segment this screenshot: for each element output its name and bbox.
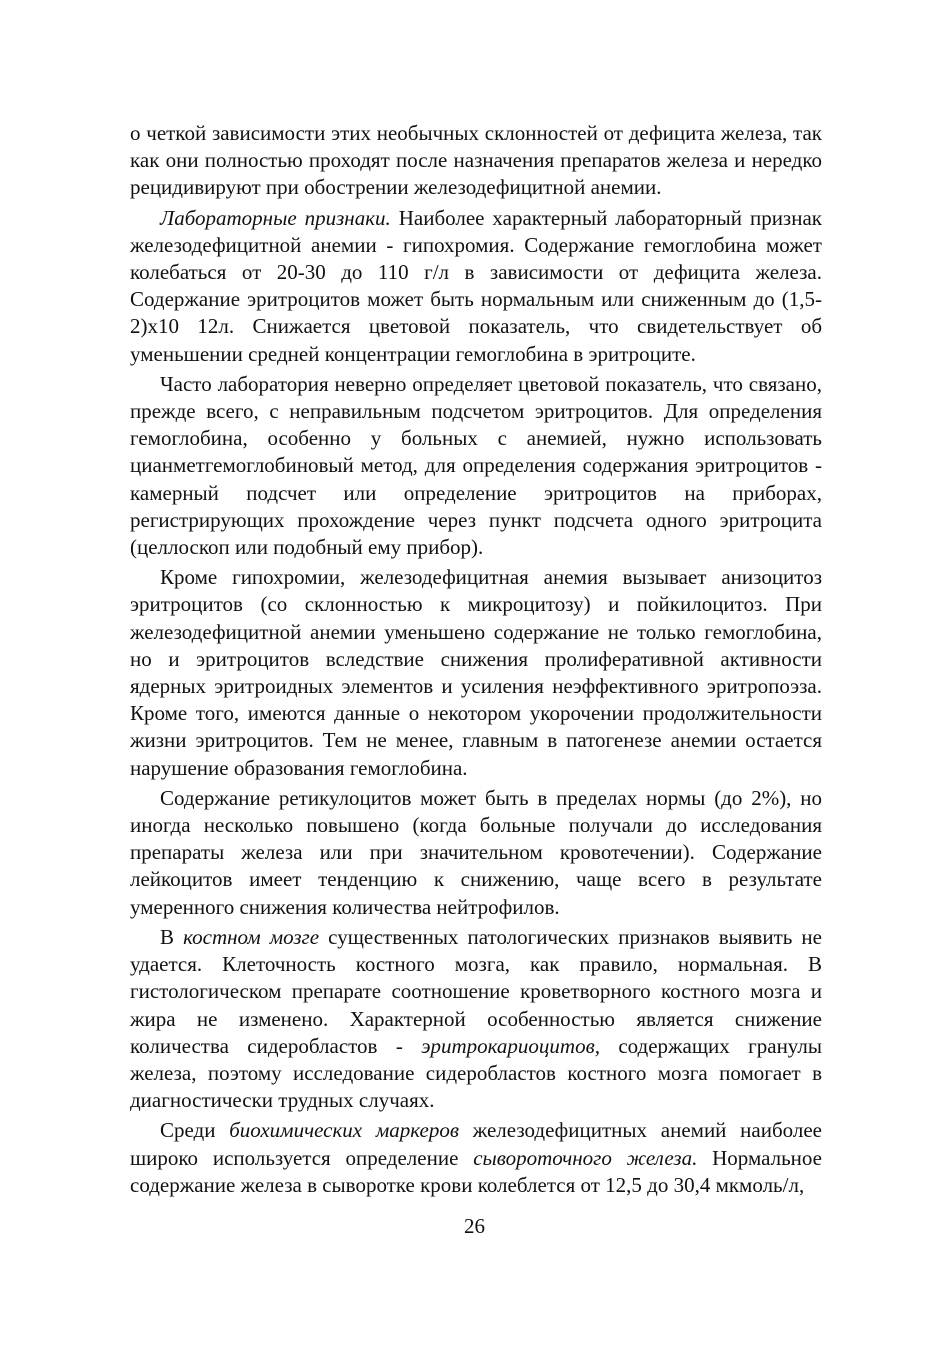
paragraph [130, 1117, 822, 1199]
text-run: содержащих гранулы железа, поэтому исследование сидеробластов костного мозга помогает в диагностически трудных случаях. [130, 1033, 822, 1113]
text-run: Содержание ретикулоцитов может быть в пределах нормы (до 2%), но иногда несколько повышено (когда больные получали до исследования препараты железа или при значительном кровотечении). Содержание лейкоцитов имеет тенденцию к снижению, чаще всего в результате умеренного снижения количества нейтрофилов. [130, 785, 822, 919]
paragraph [130, 924, 822, 1114]
paragraph [130, 120, 822, 202]
page-number: 26 [464, 1214, 485, 1238]
page-body [130, 120, 822, 1202]
paragraph [130, 564, 822, 782]
italic-term: костном мозге [183, 924, 320, 949]
text-run: Нормальное содержание железа в сыворотке крови колеблется от 12,5 до 30,4 мкмоль/л, [130, 1145, 823, 1197]
paragraph [130, 785, 822, 921]
text-run: о четкой зависимости этих необычных склонностей от дефицита железа, так как они полностью проходят после назначения препаратов железа и нередко рецидивируют при обострении железодефицитной анемии. [130, 121, 822, 200]
text-run: Среди [160, 1118, 230, 1143]
italic-term: биохимических маркеров [229, 1118, 459, 1143]
italic-term: сывороточного железа. [473, 1145, 698, 1170]
italic-term: эритрокариоцитов, [421, 1033, 600, 1058]
text-run: существенных патологических признаков выявить не удается. Клеточность костного мозга, как правило, нормальная. В гистологическом препарате соотношение кроветворного костного мозга и жира не изменено. Характерной особенностью является снижение количества сидеробластов - [130, 924, 822, 1058]
paragraph [130, 205, 822, 368]
paragraph [130, 371, 822, 561]
text-run: Часто лаборатория неверно определяет цветовой показатель, что связано, прежде всего, с неправильным подсчетом эритроцитов. Для определения гемоглобина, особенно у больных с анемией, нужно использовать цианметгемоглобиновый метод, для определения содержания эритроцитов - камерный подсчет или определение эритроцитов на приборах, регистрирующих прохождение через пункт подсчета одного эритроцита (целлоскоп или подобный ему прибор). [130, 371, 822, 560]
text-run: железодефицитных анемий наиболее широко используется определение [130, 1118, 822, 1170]
text-run: В [160, 924, 184, 949]
text-run: Кроме гипохромии, железодефицитная анемия вызывает анизоцитоз эритроцитов (со склонностью к микроцитозу) и пойкилоцитоз. При железодефицитной анемии уменьшено содержание не только гемоглобина, но и эритроцитов вследствие снижения пролиферативной активности ядерных эритроидных элементов и усиления неэффективного эритропоэза. Кроме того, имеются данные о некотором укорочении продолжительности жизни эритроцитов. Тем не менее, главным в патогенезе анемии остается нарушение образования гемоглобина. [130, 565, 822, 780]
text-run: Наиболее характерный лабораторный признак железодефицитной анемии - гипохромия. Содержание гемоглобина может колебаться от 20-30 до 110 г/л в зависимости от дефицита железа. Содержание эритроцитов может быть нормальным или сниженным до (1,5-2)х10 12л. Снижается цветовой показатель, что свидетельствует об уменьшении средней концентрации гемоглобина в эритроците. [130, 205, 822, 366]
italic-term: Лабораторные признаки. [160, 205, 391, 230]
